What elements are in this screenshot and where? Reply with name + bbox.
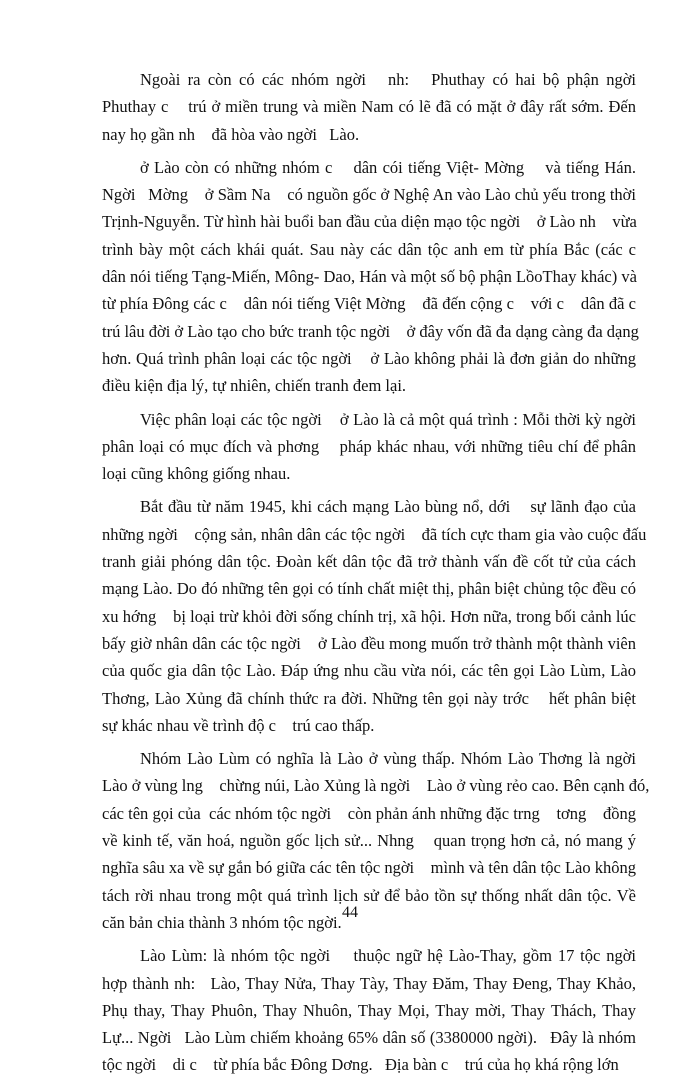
text-line: điều kiện địa lý, tự nhiên, chiến tranh đem lại. (102, 376, 407, 396)
body-text (102, 66, 650, 1085)
text-line: Việc phân loại các tộc ngời ở Lào là cả một quá trình : Mỗi thời kỳ ngời (140, 409, 636, 429)
text-line: tách rời nhau trong một quá trình lịch sử để bảo tồn sự thống nhất dân tộc. Về (102, 885, 636, 905)
text-line: các tên gọi của các nhóm tộc ngời còn phản ánh những đặc trng tơng đồng (102, 803, 636, 823)
text-line: trú lâu đời ở Lào tạo cho bức tranh tộc ngời ở đây vốn đã đa dạng càng đa dạng (102, 321, 639, 341)
text-line: ở Lào còn có những nhóm c dân cói tiếng Việt- Mờng và tiếng Hán. (140, 157, 636, 177)
text-line: xu hớng bị loại trừ khỏi đời sống chính trị, xã hội. Hơn nữa, trong bối cảnh lúc (102, 606, 636, 626)
text-line: mạng Lào. Do đó những tên gọi có tính chất miệt thị, phân biệt chủng tộc đều có (102, 579, 636, 599)
text-line: về kinh tế, văn hoá, nguồn gốc lịch sử... Nhng quan trọng hơn cả, nó mang ý (102, 831, 636, 851)
text-line: Nhóm Lào Lùm có nghĩa là Lào ở vùng thấp. Nhóm Lào Thơng là ngời (140, 749, 636, 769)
text-line: phân loại có mục đích và phơng pháp khác nhau, với những tiêu chí để phân (102, 436, 636, 456)
text-line: hợp thành nh: Lào, Thay Nửa, Thay Tày, Thay Đăm, Thay Đeng, Thay Khảo, (102, 973, 636, 993)
text-line: Ngoài ra còn có các nhóm ngời nh: Phuthay có hai bộ phận ngời (140, 70, 636, 89)
text-line: của quốc gia dân tộc Lào. Đáp ứng nhu cầu vừa nói, các tên gọi Lào Lùm, Lào (102, 661, 636, 681)
text-line: Phụ thay, Thay Phuôn, Thay Nhuôn, Thay Mọi, Thay mời, Thay Thách, Thay (102, 1000, 636, 1020)
text-line: Lự... Ngời Lào Lùm chiếm khoảng 65% dân số (3380000 ngời). Đây là nhóm (102, 1028, 636, 1048)
text-line: Trịnh-Nguyễn. Từ hình hài buổi ban đầu của diện mạo tộc ngời ở Lào nh vừa (102, 212, 637, 232)
text-line: căn bản chia thành 3 nhóm tộc ngời. (102, 912, 342, 932)
text-line: tộc ngời di c từ phía bắc Đông Dơng. Địa bàn c trú của họ khá rộng lớn (102, 1055, 619, 1075)
text-line: loại cũng không giống nhau. (102, 464, 291, 484)
text-line: Thơng, Lào Xủng đã chính thức ra đời. Những tên gọi này trớc hết phân biệt (102, 688, 636, 708)
text-line: Ngời Mờng ở Sầm Na có nguồn gốc ở Nghệ An vào Lào chủ yếu trong thời (102, 185, 636, 205)
text-line: Lào Lùm: là nhóm tộc ngời thuộc ngữ hệ Lào-Thay, gồm 17 tộc ngời (140, 946, 636, 966)
text-line: sự khác nhau về trình độ c trú cao thấp. (102, 715, 375, 735)
paragraph (102, 154, 639, 400)
text-line: nghĩa sâu xa về sự gắn bó giữa các tên tộc ngời mình và tên dân tộc Lào không (102, 858, 636, 878)
text-line: Lào ở vùng lng chừng núi, Lào Xủng là ngời Lào ở vùng rẻo cao. Bên cạnh đó, (102, 776, 650, 796)
paragraph (102, 493, 647, 739)
text-line: trình bày một cách khái quát. Sau này các dân tộc anh em từ phía Bắc (các c (102, 239, 636, 259)
text-line: Phuthay c trú ở miền trung và miền Nam có lẽ đã có mặt ở đây rất sớm. Đến (102, 97, 636, 117)
text-line: từ phía Đông các c dân nói tiếng Việt Mờng đã đến cộng c với c dân đã c (102, 294, 636, 314)
text-line: nay họ gần nh đã hòa vào ngời Lào. (102, 124, 360, 144)
text-line: bấy giờ nhân dân các tộc ngời ở Lào đều mong muốn trở thành một thành viên (102, 633, 636, 653)
text-line: dân nói tiếng Tạng-Miến, Mông- Dao, Hán và một số bộ phận LồoThay khác) và (102, 267, 637, 287)
text-line: tranh giải phóng dân tộc. Đoàn kết dân tộc đã trở thành vấn đề cốt tử của cách (102, 552, 636, 572)
text-line: hơn. Quá trình phân loại các tộc ngời ở Lào không phải là đơn giản do những (102, 348, 636, 368)
paragraph (102, 406, 636, 488)
paragraph (102, 942, 636, 1078)
paragraph (102, 66, 636, 148)
page-number: 44 (342, 904, 358, 921)
text-line: Bắt đầu từ năm 1945, khi cách mạng Lào bùng nổ, dới sự lãnh đạo của (140, 497, 636, 517)
text-line: những ngời cộng sản, nhân dân các tộc ngời đã tích cực tham gia vào cuộc đấu (102, 524, 647, 544)
